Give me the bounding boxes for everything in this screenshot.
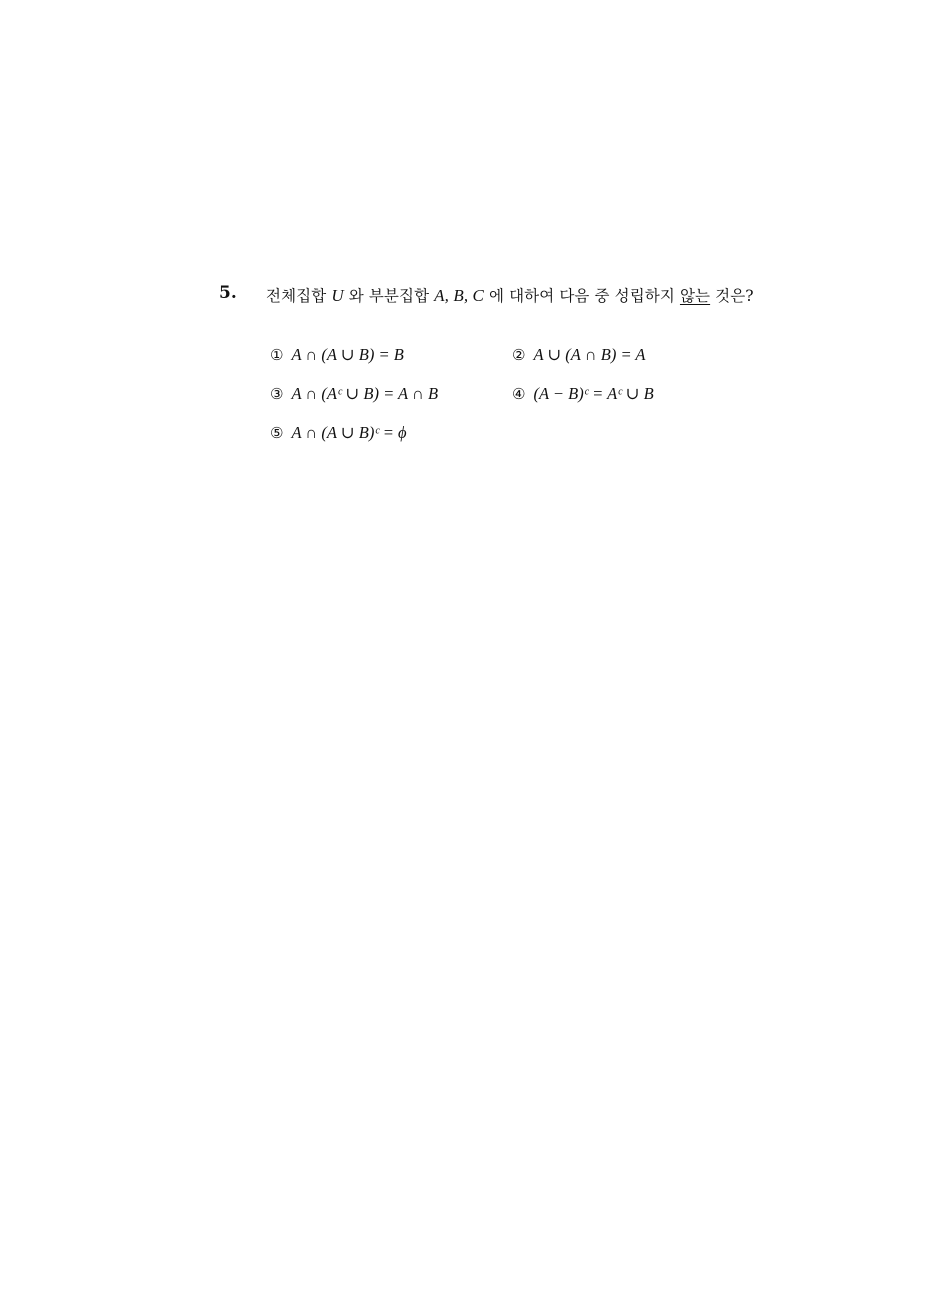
- choice-5-expression: A ∩ (A ∪ B)ᶜ = ϕ: [291, 423, 407, 442]
- choice-5: [270, 423, 407, 443]
- question-number: 5.: [219, 283, 237, 303]
- choice-2-number: ②: [512, 346, 526, 364]
- math-vars-abc: A, B, C: [434, 286, 484, 305]
- question-text-part1: 전체집합: [266, 287, 332, 305]
- choice-3-number: ③: [270, 385, 284, 403]
- choice-1-number: ①: [270, 346, 284, 364]
- choice-4-number: ④: [512, 385, 526, 403]
- choice-4: [512, 384, 654, 404]
- question-text-part3: 에 대하여 다음 중 성립하지: [483, 287, 680, 305]
- question-text-part2: 와 부분집합: [343, 287, 435, 305]
- choice-1-expression: A ∩ (A ∪ B) = B: [291, 345, 404, 364]
- choice-2: [512, 345, 646, 365]
- question-text: [266, 284, 754, 306]
- choice-3: [270, 384, 438, 404]
- choice-4-expression: (A − B)ᶜ = Aᶜ ∪ B: [533, 384, 654, 403]
- choice-2-expression: A ∪ (A ∩ B) = A: [533, 345, 646, 364]
- choice-1: [270, 345, 404, 365]
- choice-5-number: ⑤: [270, 424, 284, 442]
- choice-3-expression: A ∩ (Aᶜ ∪ B) = A ∩ B: [291, 384, 439, 403]
- question-text-part4: 것은?: [710, 287, 754, 305]
- math-var-u: U: [331, 286, 344, 305]
- underlined-word: 않는: [679, 287, 711, 305]
